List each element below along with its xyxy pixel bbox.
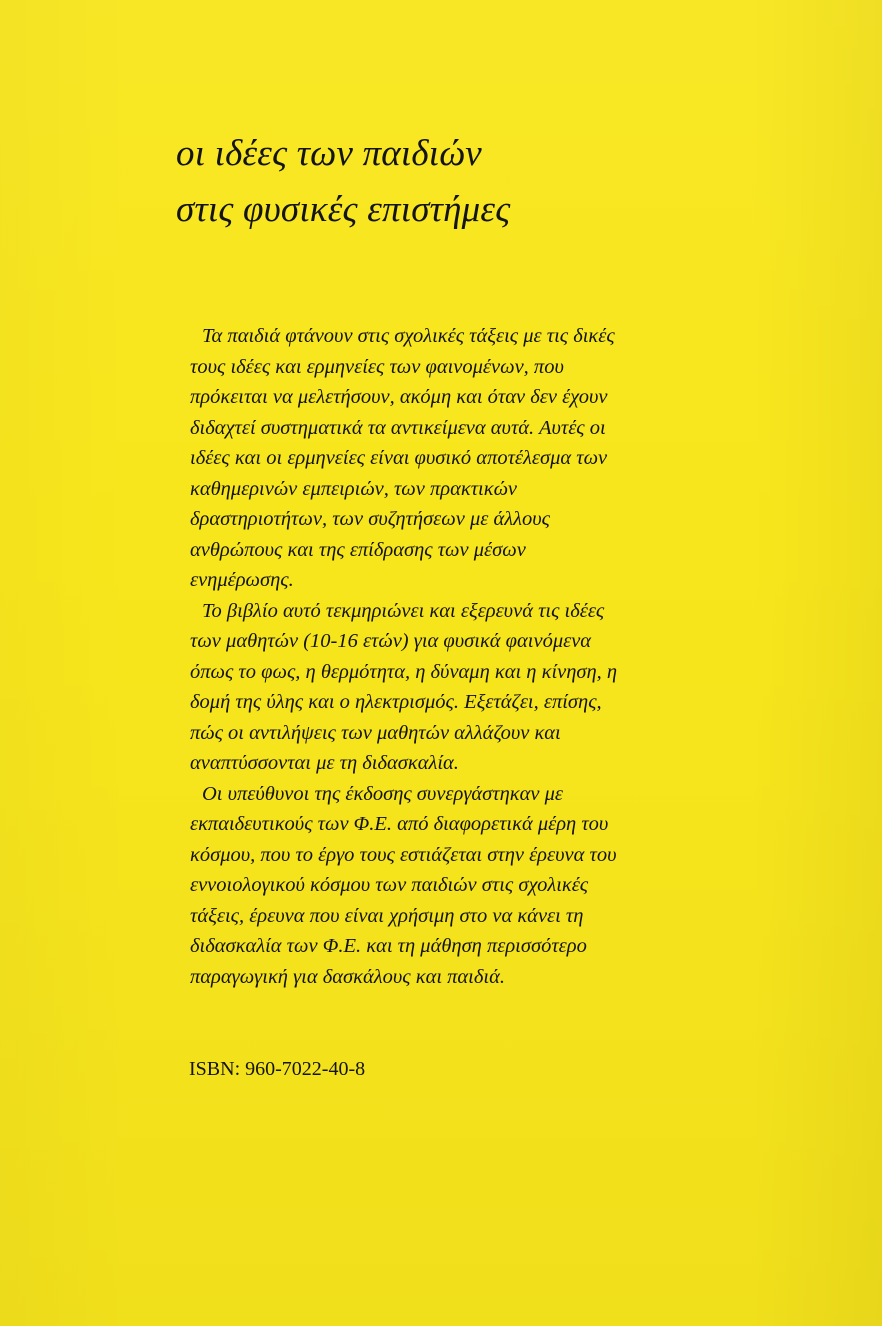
book-title (176, 126, 796, 238)
blurb-text (190, 321, 850, 992)
blurb-line: παραγωγική για δασκάλους και παιδιά. (190, 965, 505, 988)
blurb-line: διδαχτεί συστηματικά τα αντικείμενα αυτά. Αυτές οι (190, 416, 606, 439)
blurb-line: πώς οι αντιλήψεις των μαθητών αλλάζουν και (190, 721, 561, 744)
blurb-line: εκπαιδευτικούς των Φ.Ε. από διαφορετικά μέρη του (190, 813, 609, 835)
blurb-line: Τα παιδιά φτάνουν στις σχολικές τάξεις με τις δικές (202, 325, 615, 347)
blurb-line: πρόκειται να μελετήσουν, ακόμη και όταν δεν έχουν (190, 386, 608, 408)
blurb-line: δομή της ύλης και ο ηλεκτρισμός. Εξετάζει, επίσης, (190, 691, 602, 713)
title-line-1: οι ιδέες των παιδιών (176, 133, 482, 174)
blurb-line: Οι υπεύθυνοι της έκδοσης συνεργάστηκαν με (202, 782, 563, 805)
blurb-line: αναπτύσσονται με τη διδασκαλία. (190, 752, 459, 774)
blurb-line: όπως το φως, η θερμότητα, η δύναμη και η κίνηση, η (190, 660, 618, 683)
title-line-2: στις φυσικές επιστήμες (176, 189, 511, 230)
blurb-line: Το βιβλίο αυτό τεκμηριώνει και εξερευνά τις ιδέες (202, 599, 605, 622)
isbn-number: ISBN: 960-7022-40-8 (189, 1058, 366, 1080)
blurb-line: κόσμου, που το έργο τους εστιάζεται στην έρευνα του (190, 843, 617, 866)
blurb-line: ιδέες και οι ερμηνείες είναι φυσικό αποτέλεσμα των (190, 447, 608, 469)
blurb-line: ανθρώπους και της επίδρασης των μέσων (190, 538, 526, 561)
blurb-line: τους ιδέες και ερμηνείες των φαινομένων, που (190, 355, 564, 378)
blurb-line: ενημέρωσης. (190, 569, 294, 591)
blurb-line: τάξεις, έρευνα που είναι χρήσιμη στο να κάνει τη (190, 904, 584, 927)
blurb-line: δραστηριοτήτων, των συζητήσεων με άλλους (190, 508, 550, 530)
blurb-line: διδασκαλία των Φ.Ε. και τη μάθηση περισσότερο (190, 935, 587, 957)
blurb-line: καθημερινών εμπειριών, των πρακτικών (190, 477, 517, 500)
blurb-line: των μαθητών (10-16 ετών) για φυσικά φαινόμενα (190, 630, 592, 652)
blurb-line: εννοιολογικού κόσμου των παιδιών στις σχολικές (190, 874, 589, 896)
